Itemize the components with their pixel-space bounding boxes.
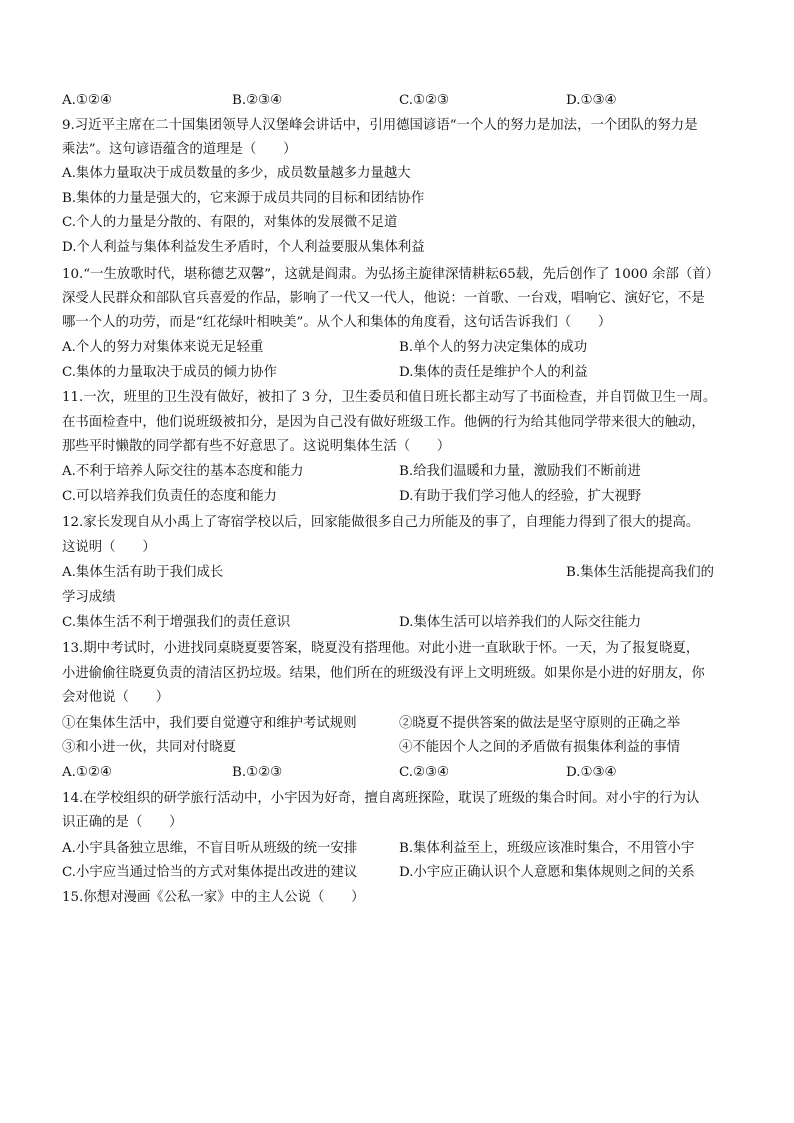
q14-option-a: A.小宇具备独立思维，不盲目听从班级的统一安排 <box>62 841 358 856</box>
q13-option-a: A.①②④ <box>62 765 112 780</box>
q13-statement-1: ①在集体生活中，我们要自觉遵守和维护考试规则 <box>62 716 357 731</box>
q10-option-c: C.集体的力量取决于成员的倾力协作 <box>62 365 277 380</box>
q10-stem-line-2: 深受人民群众和部队官兵喜爱的作品，影响了一代又一代人，他说：一首歌、一台戏，唱响它、演好它，不是 <box>62 291 705 306</box>
q11-stem-line-2: 在书面检查中，他们说班级被扣分，是因为自己没有做好班级工作。他俩的行为给其他同学带来很大的触动， <box>62 415 705 430</box>
q13-stem-line-2: 小进偷偷往晓夏负责的清洁区扔垃圾。结果，他们所在的班级没有评上文明班级。如果你是小进的好朋友，你 <box>62 666 705 681</box>
q10-stem-line-1: 10.“一生放歌时代，堪称德艺双馨”，这就是阎肃。为弘扬主旋律深情耕耘65载，先后创作了 1000 余部（首） <box>62 267 720 282</box>
q11-option-b: B.给我们温暖和力量，激励我们不断前进 <box>399 464 641 479</box>
q14-option-d: D.小宇应正确认识个人意愿和集体规则之间的关系 <box>399 865 695 880</box>
q13-stem-line-3: 会对他说（ ） <box>62 690 170 705</box>
q10-option-d: D.集体的责任是维护个人的利益 <box>399 365 588 380</box>
q9-stem-line-1: 9.习近平主席在二十国集团领导人汉堡峰会讲话中，引用德国谚语“一个人的努力是加法，一个团队的努力是 <box>62 118 698 133</box>
q14-stem-line-1: 14.在学校组织的研学旅行活动中，小宇因为好奇，擅自离班探险，耽误了班级的集合时间。对小宇的行为认 <box>62 791 700 806</box>
q11-stem-line-1: 11.一次，班里的卫生没有做好，被扣了 3 分，卫生委员和值日班长都主动写了书面检查，并自罚做卫生一周。 <box>62 390 717 405</box>
q10-option-a: A.个人的努力对集体来说无足轻重 <box>62 340 264 355</box>
q13-statement-4: ④不能因个人之间的矛盾做有损集体利益的事情 <box>399 740 681 755</box>
q10-stem-line-3: 哪一个人的功劳，而是“红花绿叶相映美”。从个人和集体的角度看，这句话告诉我们（ ） <box>62 315 612 330</box>
q15-stem: 15.你想对漫画《公私一家》中的主人公说（ ） <box>62 890 365 905</box>
q13-stem-line-1: 13.期中考试时，小进找同桌晓夏要答案，晓夏没有搭理他。对此小进一直耿耿于怀。一天，为了报复晓夏， <box>62 641 700 656</box>
q14-stem-line-2: 识正确的是（ ） <box>62 815 183 830</box>
top-option-d: D.①③④ <box>566 93 617 108</box>
q12-option-c: C.集体生活不利于增强我们的责任意识 <box>62 615 291 630</box>
top-option-b: B.②③④ <box>232 93 283 108</box>
q9-stem-line-2: 乘法”。这句谚语蕴含的道理是（ ） <box>62 142 297 157</box>
q9-option-d: D.个人利益与集体利益发生矛盾时，个人利益要服从集体利益 <box>62 240 425 255</box>
q14-option-b: B.集体利益至上，班级应该准时集合，不用管小宇 <box>399 841 695 856</box>
q11-option-a: A.不利于培养人际交往的基本态度和能力 <box>62 464 304 479</box>
q9-option-c: C.个人的力量是分散的、有限的，对集体的发展微不足道 <box>62 215 398 230</box>
q12-option-b: B.集体生活能提高我们的 <box>566 565 715 580</box>
q12-option-d: D.集体生活可以培养我们的人际交往能力 <box>399 615 642 630</box>
q13-statement-2: ②晓夏不提供答案的做法是坚守原则的正确之举 <box>399 716 681 731</box>
q9-option-a: A.集体力量取决于成员数量的多少，成员数量越多力量越大 <box>62 166 411 181</box>
q13-option-d: D.①③④ <box>566 765 617 780</box>
q11-stem-line-3: 那些平时懒散的同学都有些不好意思了。这说明集体生活（ ） <box>62 439 451 454</box>
q10-option-b: B.单个人的努力决定集体的成功 <box>399 340 588 355</box>
top-option-c: C.①②③ <box>399 93 450 108</box>
q13-statement-3: ③和小进一伙，共同对付晓夏 <box>62 740 237 755</box>
q12-stem-line-1: 12.家长发现自从小禹上了寄宿学校以后，回家能做很多自己力所能及的事了，自理能力得到了很大的提高。 <box>62 515 700 530</box>
q12-option-a: A.集体生活有助于我们成长 <box>62 565 224 580</box>
q11-option-c: C.可以培养我们负责任的态度和能力 <box>62 489 277 504</box>
q14-option-c: C.小宇应当通过恰当的方式对集体提出改进的建议 <box>62 865 358 880</box>
q12-stem-line-2: 这说明（ ） <box>62 540 156 555</box>
q13-option-c: C.②③④ <box>399 765 450 780</box>
q13-option-b: B.①②③ <box>232 765 283 780</box>
top-option-a: A.①②④ <box>62 93 112 108</box>
q9-option-b: B.集体的力量是强大的，它来源于成员共同的目标和团结协作 <box>62 191 425 206</box>
q12-option-b-continued: 学习成绩 <box>62 590 116 605</box>
q11-option-d: D.有助于我们学习他人的经验，扩大视野 <box>399 489 642 504</box>
